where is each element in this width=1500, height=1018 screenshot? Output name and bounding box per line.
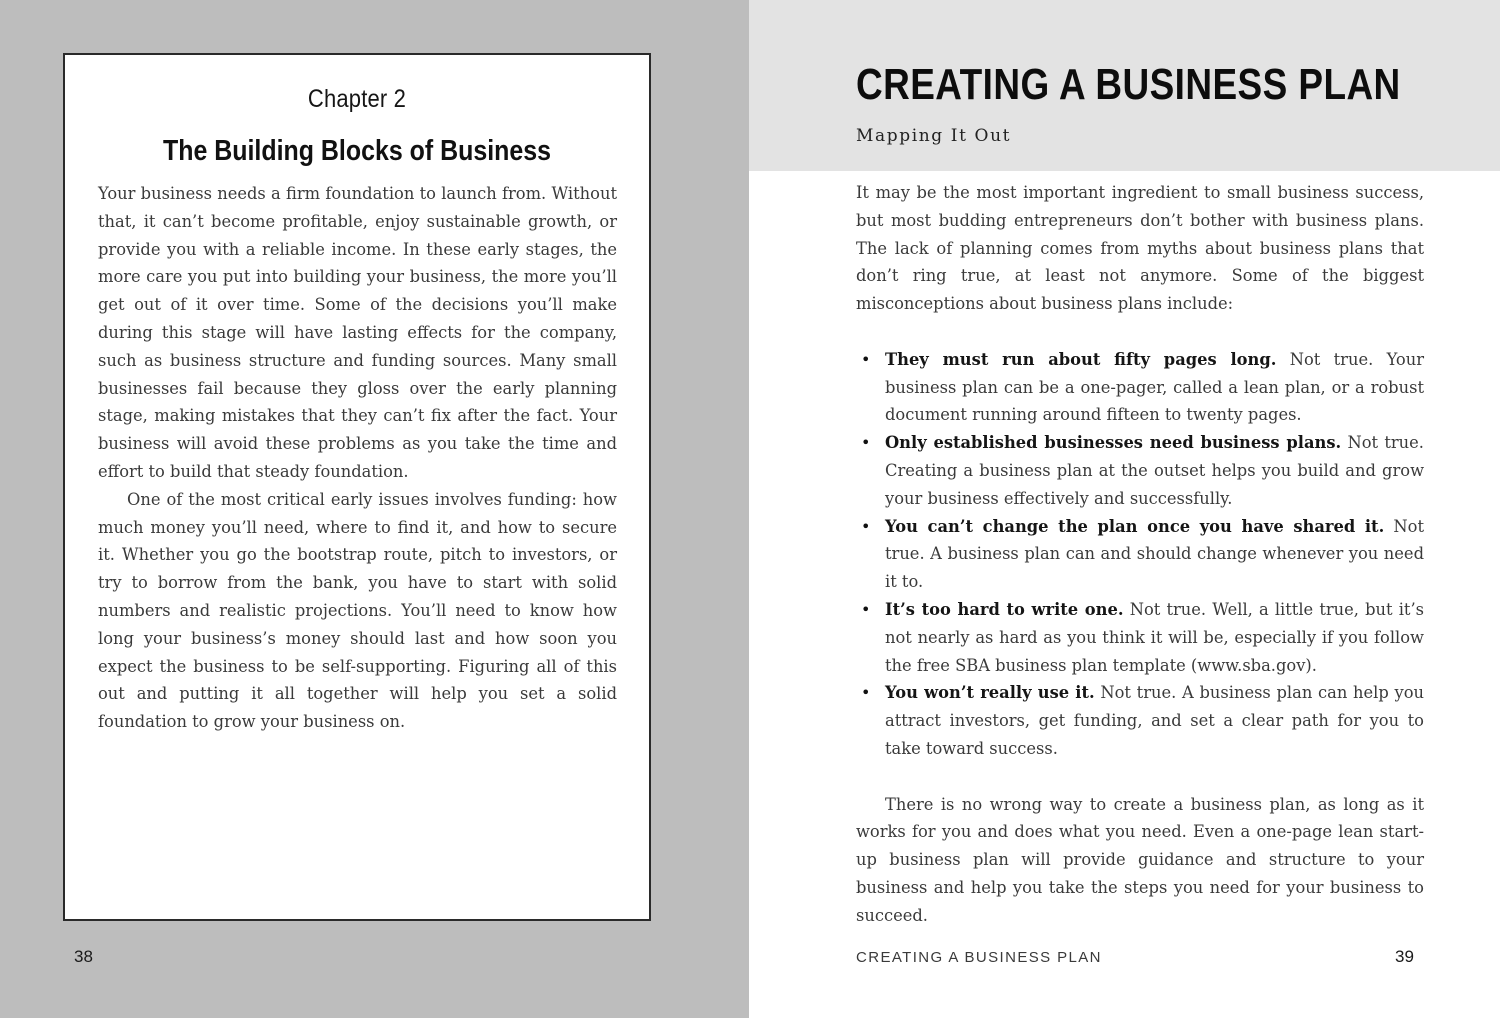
myth-text: Not true. A business plan can and should change whenever you need it to. bbox=[885, 516, 1424, 592]
section-subtitle: Mapping It Out bbox=[856, 126, 1012, 146]
myth-text: Not true. Creating a business plan at the outset helps you build and grow your business effectively and successfully. bbox=[885, 433, 1424, 508]
intro-paragraph: It may be the most important ingredient to small business success, but most budding entrepreneurs don’t bother with business plans. The lack of planning comes from myths about business plans that don’t ring true, at least not anymore. Some of the biggest misconceptions about business plans include: bbox=[856, 183, 1424, 314]
page-number-left: 38 bbox=[74, 947, 93, 966]
chapter-title: The Building Blocks of Business bbox=[162, 135, 551, 167]
myth-lead: You can’t change the plan once you have shared it. bbox=[885, 516, 1385, 536]
bullet-icon: • bbox=[861, 433, 871, 453]
list-item bbox=[856, 679, 1424, 762]
myth-text: Not true. Well, a little true, but it’s not nearly as hard as you think it will be, especially if you follow the free SBA business plan template (www.sba.gov). bbox=[885, 599, 1424, 675]
closing-paragraph: There is no wrong way to create a business plan, as long as it works for you and does what you need. Even a one-page lean start-up business plan will provide guidance and structure to your business and help you take the steps you need for your business to succeed. bbox=[856, 794, 1424, 925]
left-page bbox=[0, 0, 749, 1018]
myth-lead: They must run about fifty pages long. bbox=[885, 349, 1277, 369]
section-title: CREATING A BUSINESS PLAN bbox=[856, 60, 1401, 109]
chapter-paragraph-1: Your business needs a firm foundation to launch from. Without that, it can’t become profitable, enjoy sustainable growth, or provide you with a reliable income. In these early stages, the more care you put into building your business, the more you’ll get out of it over time. Some of the decisions you’ll make during this stage will have lasting effects for the company, such as business structure and funding sources. Many small businesses fail because they gloss over the early planning stage, making mistakes that they can’t fix after the fact. Your business will avoid these problems as you take the time and effort to build that steady foundation. bbox=[98, 184, 617, 481]
bullet-icon: • bbox=[861, 516, 871, 536]
list-item bbox=[856, 346, 1424, 429]
myth-text: Not true. Your business plan can be a one-pager, called a lean plan, or a robust document running around fifteen to twenty pages. bbox=[885, 349, 1424, 425]
page-number-right: 39 bbox=[1395, 947, 1414, 966]
section-header-band bbox=[749, 0, 1500, 171]
bullet-icon: • bbox=[861, 349, 871, 369]
bullet-icon: • bbox=[861, 683, 871, 703]
list-item bbox=[856, 513, 1424, 596]
bullet-icon: • bbox=[861, 599, 871, 619]
myth-lead: You won’t really use it. bbox=[885, 683, 1095, 703]
list-item bbox=[856, 596, 1424, 679]
myth-text: Not true. A business plan can help you attract investors, get funding, and set a clear path for you to take toward success. bbox=[885, 683, 1424, 758]
running-head: CREATING A BUSINESS PLAN bbox=[856, 949, 1102, 966]
right-page bbox=[749, 0, 1500, 1018]
chapter-paragraph-2: One of the most critical early issues involves funding: how much money you’ll need, where to find it, and how to secure it. Whether you go the bootstrap route, pitch to investors, or try to borrow from the bank, you have to start with solid numbers and realistic projections. You’ll need to know how long your business’s money should last and how soon you expect the business to be self-supporting. Figuring all of this out and putting it all together will help you set a solid foundation to grow your business on. bbox=[98, 489, 617, 732]
myth-lead: Only established businesses need business plans. bbox=[885, 433, 1342, 453]
myths-list bbox=[856, 346, 1424, 763]
chapter-box bbox=[63, 53, 651, 921]
chapter-body bbox=[98, 180, 617, 736]
myth-lead: It’s too hard to write one. bbox=[885, 599, 1124, 619]
chapter-label: Chapter 2 bbox=[307, 85, 407, 113]
list-item bbox=[856, 429, 1424, 512]
section-body bbox=[856, 179, 1424, 930]
